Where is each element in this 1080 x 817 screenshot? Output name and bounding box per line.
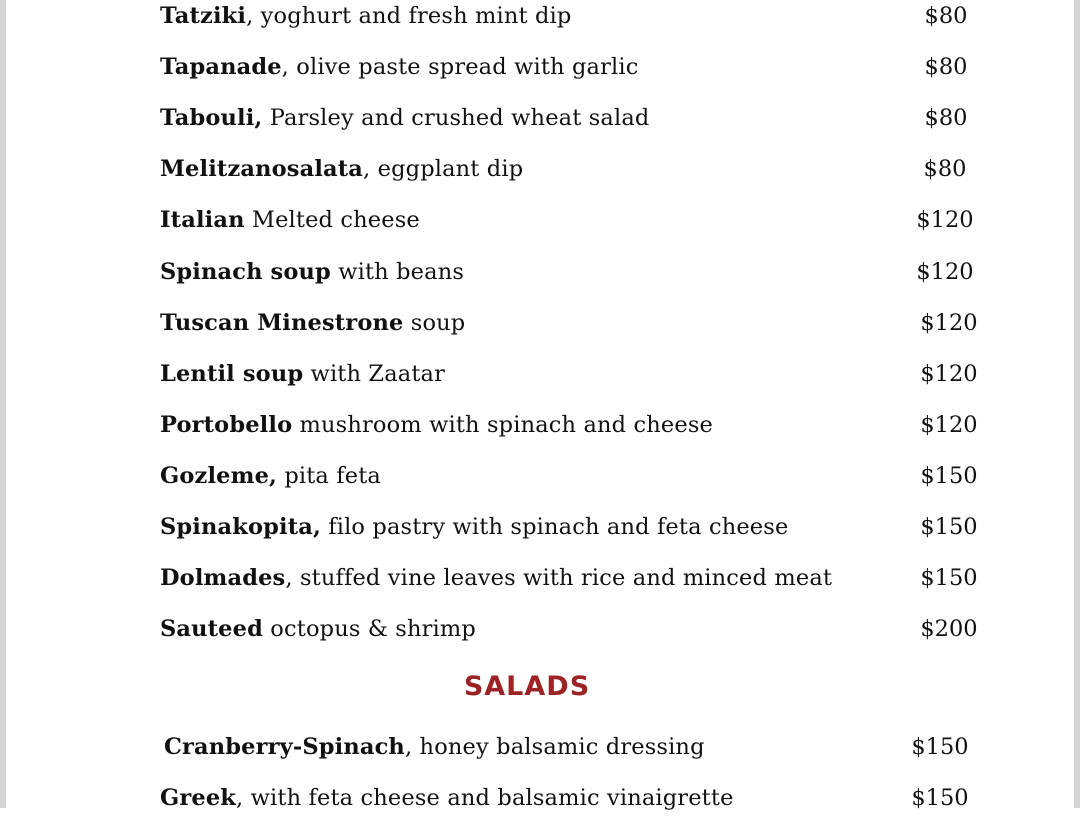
item-description	[160, 616, 476, 642]
item-details: , honey balsamic dressing	[404, 734, 705, 760]
item-name: Sauteed	[160, 616, 263, 642]
item-description	[160, 514, 788, 540]
item-description	[160, 156, 523, 182]
item-name: Greek	[160, 785, 237, 811]
item-details: , eggplant dip	[363, 156, 524, 182]
item-price: $120	[920, 310, 978, 336]
item-name: Tabouli,	[160, 105, 263, 131]
item-description	[160, 105, 649, 131]
item-name: Lentil soup	[160, 361, 304, 387]
item-details: , yoghurt and fresh mint dip	[246, 3, 572, 29]
item-name: Melitzanosalata	[160, 156, 364, 182]
item-name: Spinach soup	[160, 259, 331, 285]
item-price: $150	[920, 565, 978, 591]
item-price: $120	[920, 361, 978, 387]
item-name: Dolmades	[160, 565, 286, 591]
item-description	[160, 54, 638, 80]
item-price: $120	[916, 259, 974, 285]
item-description	[160, 463, 381, 489]
item-description	[160, 565, 832, 591]
item-price: $80	[924, 3, 968, 29]
item-details: , with feta cheese and balsamic vinaigrette	[236, 785, 734, 811]
item-name: Tatziki	[160, 3, 247, 29]
item-name: Gozleme,	[160, 463, 278, 489]
item-price: $120	[916, 207, 974, 233]
item-description	[160, 310, 465, 336]
item-price: $80	[924, 105, 968, 131]
item-price: $200	[920, 616, 978, 642]
item-price: $80	[923, 156, 967, 182]
item-details: pita feta	[277, 463, 381, 489]
item-name: Cranberry-Spinach	[164, 734, 405, 760]
item-details: Melted cheese	[244, 207, 420, 233]
item-price: $150	[920, 514, 978, 540]
item-name: Portobello	[160, 412, 293, 438]
item-description	[160, 361, 445, 387]
item-price: $150	[911, 785, 969, 811]
item-description	[164, 734, 705, 760]
item-price: $120	[920, 412, 978, 438]
item-details: , olive paste spread with garlic	[281, 54, 639, 80]
item-details: filo pastry with spinach and feta cheese	[320, 514, 789, 540]
item-description	[160, 785, 734, 811]
menu-list	[6, 0, 1080, 811]
item-description	[160, 259, 464, 285]
item-description	[160, 3, 571, 29]
item-price: $150	[911, 734, 969, 760]
item-details: Parsley and crushed wheat salad	[262, 105, 650, 131]
item-price: $150	[920, 463, 978, 489]
item-description	[160, 207, 420, 233]
item-details: mushroom with spinach and cheese	[292, 412, 714, 438]
item-details: octopus & shrimp	[263, 616, 476, 642]
item-details: , stuffed vine leaves with rice and minced meat	[285, 565, 833, 591]
item-details: with Zaatar	[303, 361, 446, 387]
item-name: Tapanade	[160, 54, 282, 80]
item-price: $80	[924, 54, 968, 80]
item-description	[160, 412, 713, 438]
item-name: Italian	[160, 207, 245, 233]
item-name: Spinakopita,	[160, 514, 321, 540]
item-details: with beans	[330, 259, 465, 285]
item-details: soup	[403, 310, 466, 336]
item-name: Tuscan Minestrone	[160, 310, 404, 336]
section-heading-salads: SALADS	[463, 671, 591, 702]
